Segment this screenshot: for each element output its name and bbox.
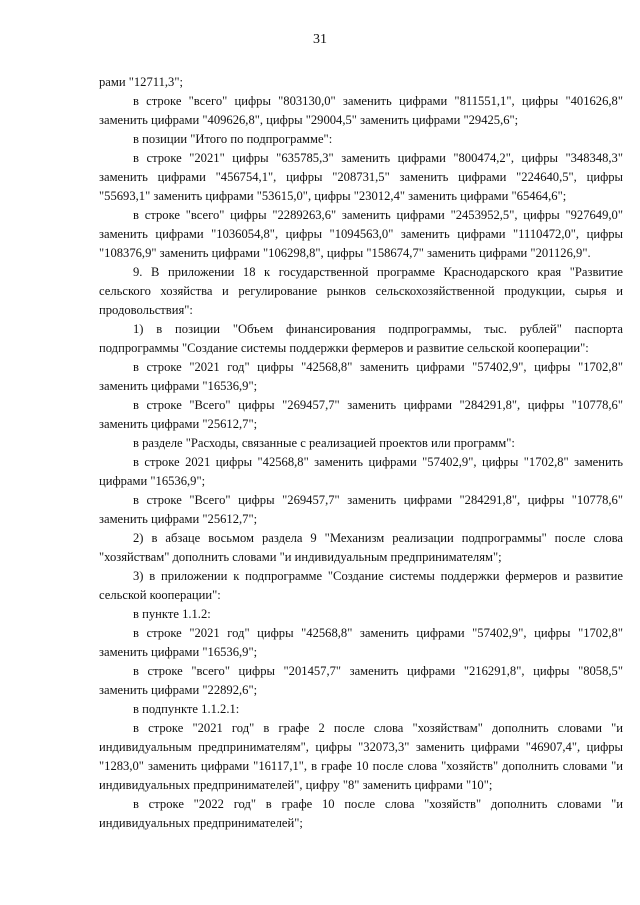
paragraph: в строке "2021 год" цифры "42568,8" заменить цифрами "57402,9", цифры "1702,8" заменить цифрами "16536,9"; (99, 360, 623, 393)
paragraph: в разделе "Расходы, связанные с реализацией проектов или программ": (133, 436, 515, 450)
paragraph: в строке "всего" цифры "803130,0" заменить цифрами "811551,1", цифры "401626,8" заменить цифрами "409626,8", цифры "29004,5" заменить цифрами "29425,6"; (99, 94, 623, 127)
paragraph: рами "12711,3"; (99, 75, 183, 89)
paragraph: в подпункте 1.1.2.1: (133, 702, 240, 716)
paragraph: в строке "2022 год" в графе 10 после слова "хозяйств" дополнить словами "и индивидуальных предпринимателей"; (99, 797, 623, 830)
paragraph: 9. В приложении 18 к государственной программе Краснодарского края "Развитие сельского хозяйства и регулирование рынков сельскохозяйственной продукции, сырья и продовольствия": (99, 265, 623, 317)
paragraph: в строке "2021 год" в графе 2 после слова "хозяйствам" дополнить словами "и индивидуальным предпринимателям", цифры "32073,3" заменить цифрами "46907,4", цифры "1283,0" заменить цифрами "16117,1", в графе 10 после слова "хозяйств" дополнить словами "и индивидуальных предпринимателей", цифру "8" заменить цифрами "10"; (99, 721, 623, 792)
paragraph: 2) в абзаце восьмом раздела 9 "Механизм реализации подпрограммы" после слова "хозяйствам" дополнить словами "и индивидуальным предпринимателям"; (99, 531, 623, 564)
paragraph: в строке "Всего" цифры "269457,7" заменить цифрами "284291,8", цифры "10778,6" заменить цифрами "25612,7"; (99, 493, 623, 526)
paragraph: 3) в приложении к подпрограмме "Создание системы поддержки фермеров и развитие сельской кооперации": (99, 569, 623, 602)
paragraph: в строке "всего" цифры "201457,7" заменить цифрами "216291,8", цифры "8058,5" заменить цифрами "22892,6"; (99, 664, 623, 697)
paragraph: в позиции "Итого по подпрограмме": (133, 132, 333, 146)
paragraph: в строке "2021" цифры "635785,3" заменить цифрами "800474,2", цифры "348348,3" заменить цифрами "456754,1", цифры "208731,5" заменить цифрами "224640,5", цифры "55693,1" заменить цифрами "53615,0", цифры "23012,4" заменить цифрами "65464,6"; (99, 151, 623, 203)
document-body (99, 73, 623, 833)
paragraph: 1) в позиции "Объем финансирования подпрограммы, тыс. рублей" паспорта подпрограммы "Создание системы поддержки фермеров и развитие сельской кооперации": (99, 322, 623, 355)
paragraph: в строке "Всего" цифры "269457,7" заменить цифрами "284291,8", цифры "10778,6" заменить цифрами "25612,7"; (99, 398, 623, 431)
page-number: 31 (313, 32, 327, 47)
paragraph: в строке "2021 год" цифры "42568,8" заменить цифрами "57402,9", цифры "1702,8" заменить цифрами "16536,9"; (99, 626, 623, 659)
paragraph: в строке "всего" цифры "2289263,6" заменить цифрами "2453952,5", цифры "927649,0" заменить цифрами "1036054,8", цифры "1094563,0" заменить цифрами "1110472,0", цифры "108376,9" заменить цифрами "106298,8", цифры "158674,7" заменить цифрами "201126,9". (99, 208, 623, 260)
paragraph: в строке 2021 цифры "42568,8" заменить цифрами "57402,9", цифры "1702,8" заменить цифрами "16536,9"; (99, 455, 623, 488)
paragraph: в пункте 1.1.2: (133, 607, 211, 621)
